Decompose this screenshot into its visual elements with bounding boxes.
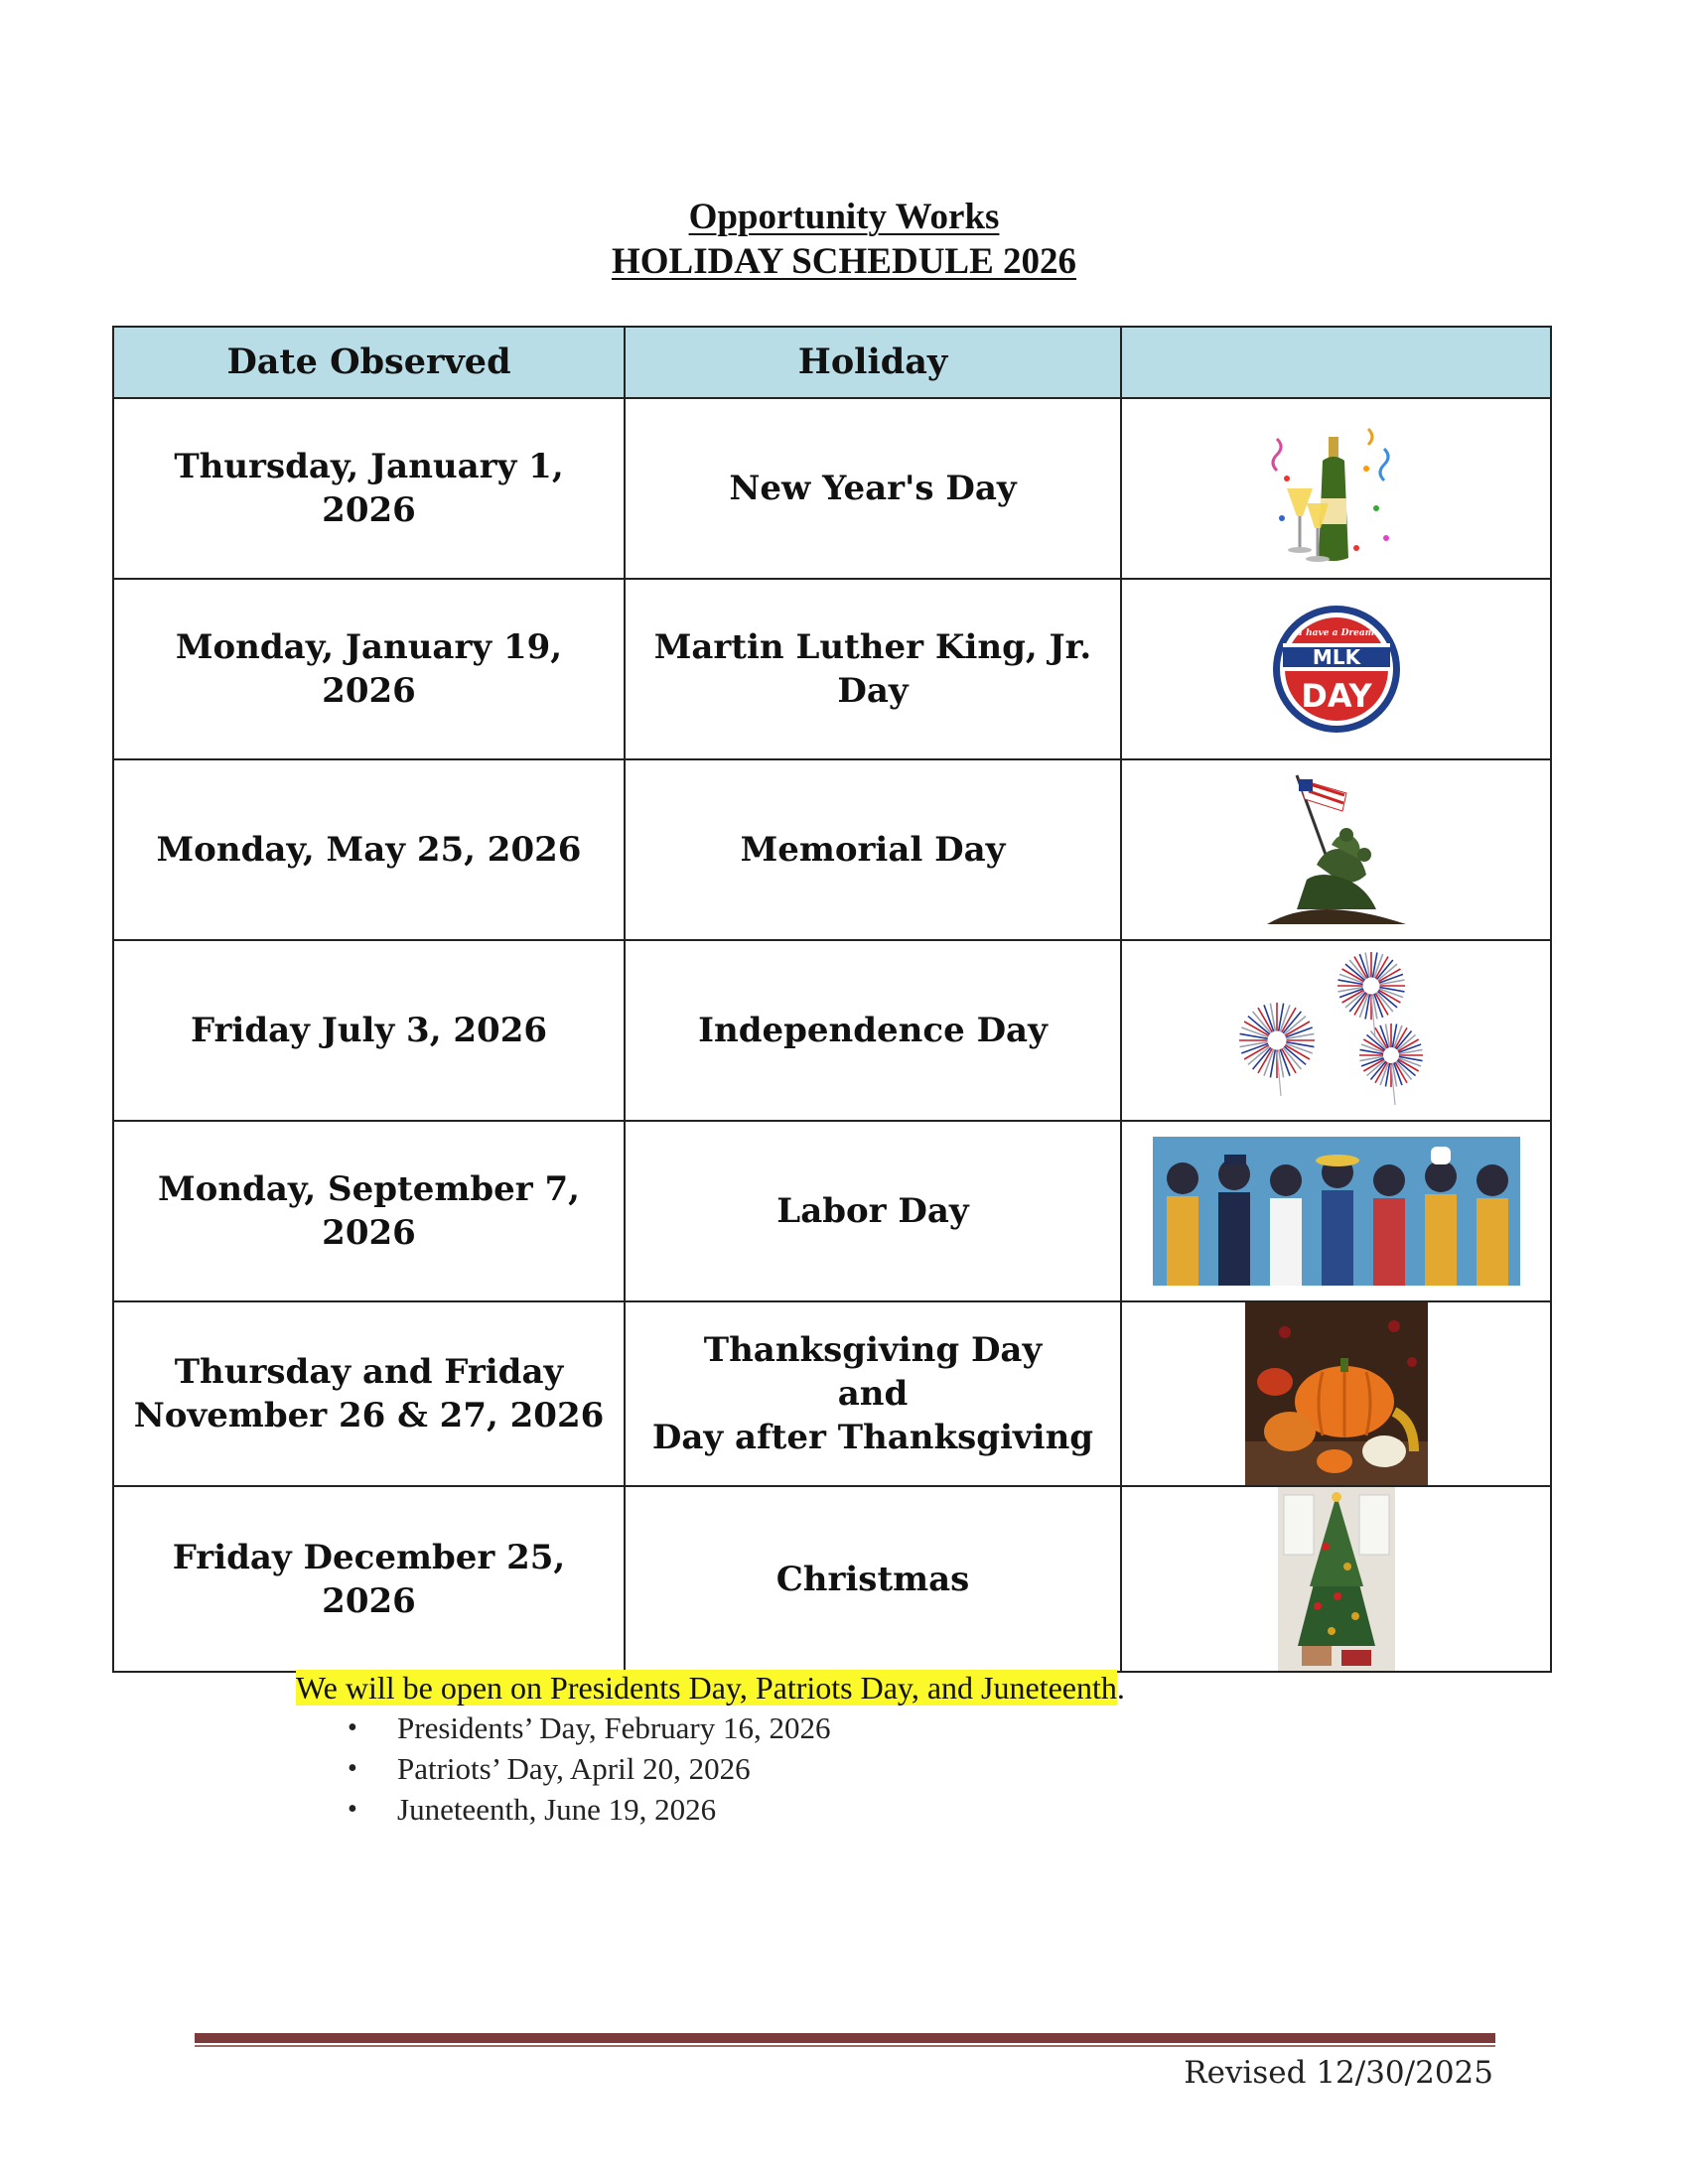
- champagne-icon: [1257, 409, 1416, 568]
- date-cell: Monday, May 25, 2026: [113, 759, 625, 940]
- column-header-holiday: Holiday: [625, 327, 1121, 398]
- revised-date: Revised 12/30/2025: [1184, 2055, 1493, 2091]
- workers-icon: [1153, 1137, 1520, 1286]
- date-cell: [113, 1301, 625, 1486]
- list-item: • Patriots’ Day, April 20, 2026: [296, 1748, 1125, 1789]
- holiday-cell: Martin Luther King, Jr. Day: [625, 579, 1121, 759]
- open-note-highlight: We will be open on Presidents Day, Patriots Day, and Juneteenth: [296, 1670, 1117, 1706]
- holiday-cell: Independence Day: [625, 940, 1121, 1121]
- table-row: [113, 398, 1551, 579]
- open-note-period: .: [1116, 1670, 1125, 1706]
- image-cell: [1121, 579, 1551, 759]
- holiday-cell: Memorial Day: [625, 759, 1121, 940]
- open-days-note: [296, 1668, 1125, 1830]
- open-days-list: [296, 1707, 1125, 1830]
- footer-divider: [195, 2033, 1495, 2043]
- table-row: [113, 940, 1551, 1121]
- holiday-cell: [625, 1301, 1121, 1486]
- footer-divider-thin: [195, 2045, 1495, 2047]
- column-header-image: [1121, 327, 1551, 398]
- holiday-table: [112, 326, 1552, 1673]
- image-cell: [1121, 759, 1551, 940]
- mlk-badge-mid: MLK: [1312, 645, 1360, 669]
- mlk-day-badge-icon: [1267, 600, 1406, 739]
- image-cell: [1121, 1301, 1551, 1486]
- mlk-badge-top: I have a Dream: [1298, 628, 1374, 638]
- pumpkins-icon: [1245, 1302, 1428, 1485]
- table-row: [113, 579, 1551, 759]
- image-cell: [1121, 398, 1551, 579]
- table-row: [113, 1486, 1551, 1672]
- holiday-line: Thanksgiving Day: [703, 1330, 1043, 1370]
- list-item: • Presidents’ Day, February 16, 2026: [296, 1707, 1125, 1748]
- christmas-tree-icon: [1278, 1487, 1395, 1671]
- date-line: Thursday and Friday: [174, 1352, 564, 1392]
- table-header-row: [113, 327, 1551, 398]
- date-line: November 26 & 27, 2026: [133, 1396, 605, 1435]
- date-cell: Friday July 3, 2026: [113, 940, 625, 1121]
- list-item: • Juneteenth, June 19, 2026: [296, 1789, 1125, 1830]
- schedule-title: HOLIDAY SCHEDULE 2026: [611, 241, 1077, 282]
- date-cell: Monday, January 19, 2026: [113, 579, 625, 759]
- org-name: Opportunity Works: [688, 197, 1000, 237]
- column-header-date: Date Observed: [113, 327, 625, 398]
- holiday-cell: Labor Day: [625, 1121, 1121, 1301]
- image-cell: [1121, 1486, 1551, 1672]
- holiday-line: Day after Thanksgiving: [651, 1418, 1094, 1457]
- mlk-badge-bottom: DAY: [1300, 677, 1372, 715]
- table-row: [113, 759, 1551, 940]
- flag-raising-icon: [1247, 765, 1426, 934]
- document-title: [0, 195, 1688, 284]
- date-cell: Thursday, January 1, 2026: [113, 398, 625, 579]
- image-cell: [1121, 1121, 1551, 1301]
- image-cell: [1121, 940, 1551, 1121]
- table-row: [113, 1121, 1551, 1301]
- table-row: [113, 1301, 1551, 1486]
- date-cell: Friday December 25, 2026: [113, 1486, 625, 1672]
- date-cell: Monday, September 7, 2026: [113, 1121, 625, 1301]
- holiday-cell: Christmas: [625, 1486, 1121, 1672]
- open-note-line: [296, 1668, 1125, 1707]
- holiday-line: and: [837, 1374, 909, 1414]
- fireworks-icon: [1227, 946, 1446, 1115]
- holiday-cell: New Year's Day: [625, 398, 1121, 579]
